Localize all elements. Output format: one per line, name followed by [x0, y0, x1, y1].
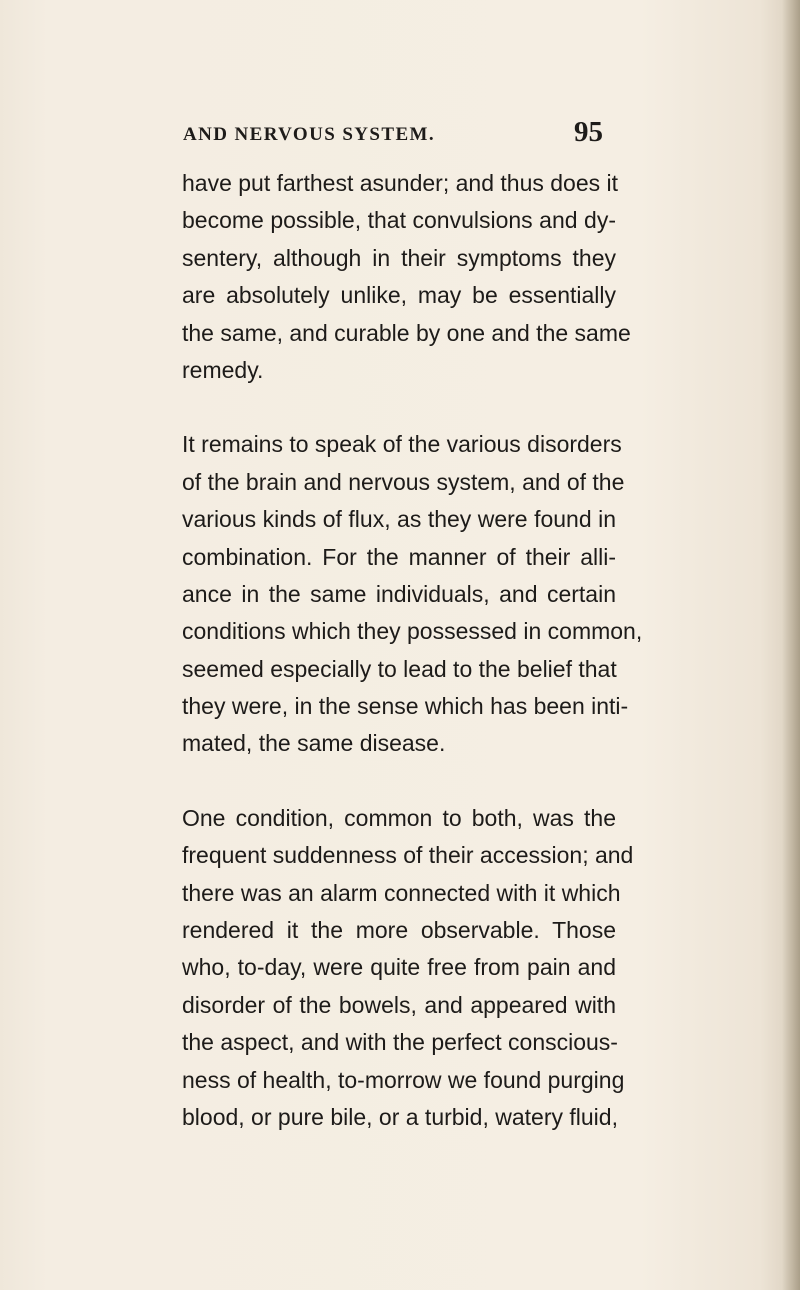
text-line: they were, in the sense which has been inti-	[182, 693, 629, 720]
text-line: rendered it the more observable. Those	[182, 917, 616, 944]
text-line: the aspect, and with the perfect conscious-	[182, 1029, 618, 1056]
paragraph-1	[182, 165, 631, 389]
text-line: become possible, that convulsions and dy-	[182, 207, 616, 234]
text-line: mated, the same disease.	[182, 730, 446, 757]
running-title: AND NERVOUS SYSTEM.	[183, 124, 436, 145]
text-line: disorder of the bowels, and appeared with	[182, 991, 616, 1018]
text-line: sentery, although in their symptoms they	[182, 244, 616, 271]
text-line: blood, or pure bile, or a turbid, watery fluid,	[182, 1103, 618, 1130]
text-line: various kinds of flux, as they were found in	[182, 506, 616, 533]
text-line: the same, and curable by one and the same	[182, 319, 631, 346]
paragraph-3	[182, 800, 634, 1137]
text-line: It remains to speak of the various disorders	[182, 431, 622, 458]
text-line: are absolutely unlike, may be essentially	[182, 282, 616, 309]
paragraph-2	[182, 426, 643, 763]
body-text	[182, 165, 643, 1136]
page-number: 95	[574, 116, 603, 148]
text-line: conditions which they possessed in common,	[182, 618, 643, 645]
text-line: ance in the same individuals, and certain	[182, 580, 616, 607]
text-line: have put farthest asunder; and thus does it	[182, 170, 619, 196]
text-line: remedy.	[182, 356, 264, 383]
text-line: of the brain and nervous system, and of the	[182, 468, 625, 495]
text-line: frequent suddenness of their accession; and	[182, 842, 634, 869]
text-line: there was an alarm connected with it which	[182, 879, 621, 906]
text-line: combination. For the manner of their alli-	[182, 543, 616, 570]
page-edge-shadow	[782, 0, 800, 1290]
page-header	[183, 116, 603, 150]
text-line: seemed especially to lead to the belief that	[182, 655, 617, 682]
text-line: who, to-day, were quite free from pain and	[182, 954, 616, 981]
text-line: ness of health, to-morrow we found purging	[182, 1066, 625, 1093]
text-line: One condition, common to both, was the	[182, 804, 616, 831]
